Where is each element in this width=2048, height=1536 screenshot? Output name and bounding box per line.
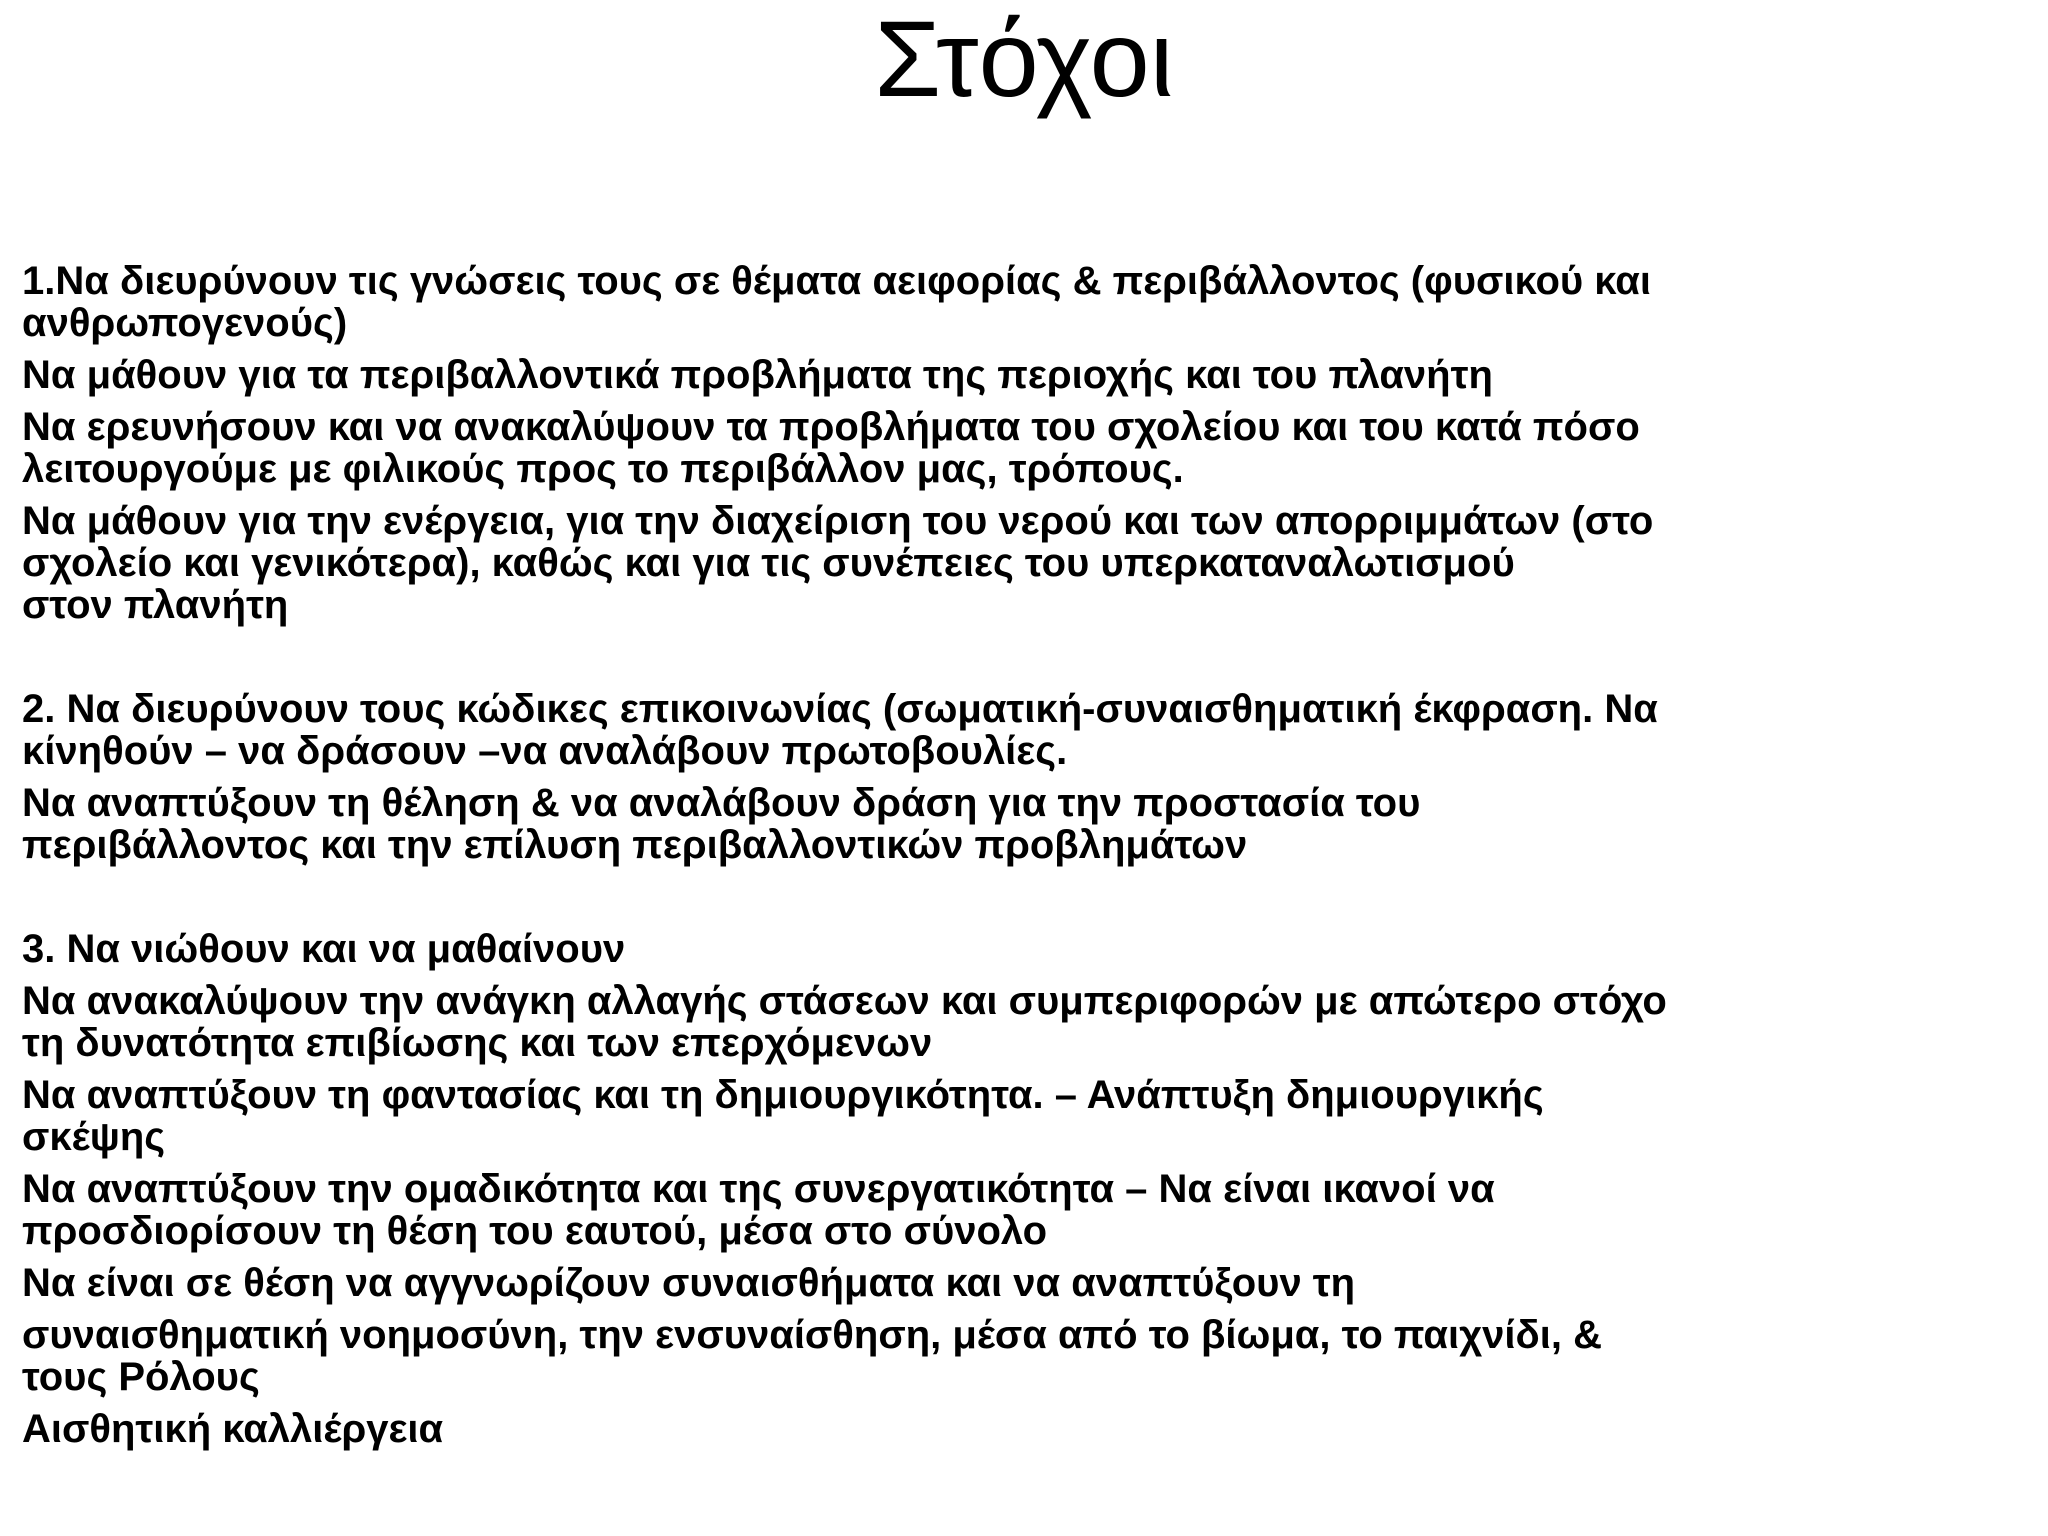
- slide-body: [22, 260, 2022, 1460]
- text-line: στον πλανήτη: [22, 583, 289, 627]
- paragraph: [22, 688, 2022, 772]
- paragraph: [22, 354, 2022, 396]
- text-line: 3. Να νιώθουν και να μαθαίνουν: [22, 927, 626, 971]
- paragraph: [22, 500, 2022, 626]
- page-title: Στόχοι: [874, 0, 1174, 119]
- text-line: Να μάθουν για τα περιβαλλοντικά προβλήματα της περιοχής και του πλανήτη: [22, 353, 1493, 397]
- paragraph: [22, 1262, 2022, 1304]
- paragraph: [22, 1168, 2022, 1252]
- text-line: σκέψης: [22, 1115, 166, 1159]
- text-line: Να ανακαλύψουν την ανάγκη αλλαγής στάσεων και συμπεριφορών με απώτερο στόχο: [22, 979, 1667, 1023]
- paragraph: [22, 980, 2022, 1064]
- text-line: Να είναι σε θέση να αγγνωρίζουν συναισθήματα και να αναπτύξουν τη: [22, 1261, 1356, 1305]
- text-line: Να αναπτύξουν τη θέληση & να αναλάβουν δράση για την προστασία του: [22, 781, 1421, 825]
- text-line: ανθρωπογενούς): [22, 301, 348, 345]
- text-line: Να αναπτύξουν την ομαδικότητα και της συνεργατικότητα – Να είναι ικανοί να: [22, 1167, 1495, 1211]
- text-line: Να μάθουν για την ενέργεια, για την διαχείριση του νερού και των απορριμμάτων (στο: [22, 499, 1654, 543]
- text-line: 2. Να διευρύνουν τους κώδικες επικοινωνίας (σωματική-συναισθηματική έκφραση. Να: [22, 687, 1658, 731]
- spacer: [22, 636, 2022, 688]
- text-line: 1.Να διευρύνουν τις γνώσεις τους σε θέματα αειφορίας & περιβάλλοντος (φυσικού και: [22, 259, 1651, 303]
- text-line: σχολείο και γενικότερα), καθώς και για τις συνέπειες του υπερκαταναλωτισμού: [22, 541, 1515, 585]
- text-line: Να αναπτύξουν τη φαντασίας και τη δημιουργικότητα. – Ανάπτυξη δημιουργικής: [22, 1073, 1544, 1117]
- paragraph: [22, 260, 2022, 344]
- paragraph: [22, 928, 2022, 970]
- text-line: συναισθηματική νοημοσύνη, την ενσυναίσθηση, μέσα από το βίωμα, το παιχνίδι, &: [22, 1313, 1602, 1357]
- text-line: περιβάλλοντος και την επίλυση περιβαλλοντικών προβλημάτων: [22, 823, 1248, 867]
- text-line: Να ερευνήσουν και να ανακαλύψουν τα προβλήματα του σχολείου και του κατά πόσο: [22, 405, 1640, 449]
- text-line: κίνηθούν – να δράσουν –να αναλάβουν πρωτοβουλίες.: [22, 729, 1068, 773]
- paragraph: [22, 1074, 2022, 1158]
- spacer: [22, 876, 2022, 928]
- text-line: τους Ρόλους: [22, 1355, 260, 1399]
- text-line: τη δυνατότητα επιβίωσης και των επερχόμενων: [22, 1021, 933, 1065]
- text-line: προσδιορίσουν τη θέση του εαυτού, μέσα στο σύνολο: [22, 1209, 1048, 1253]
- text-line: Αισθητική καλλιέργεια: [22, 1407, 444, 1451]
- paragraph: [22, 782, 2022, 866]
- paragraph: [22, 406, 2022, 490]
- paragraph: [22, 1314, 2022, 1398]
- paragraph: [22, 1408, 2022, 1450]
- text-line: λειτουργούμε με φιλικούς προς το περιβάλλον μας, τρόπους.: [22, 447, 1184, 491]
